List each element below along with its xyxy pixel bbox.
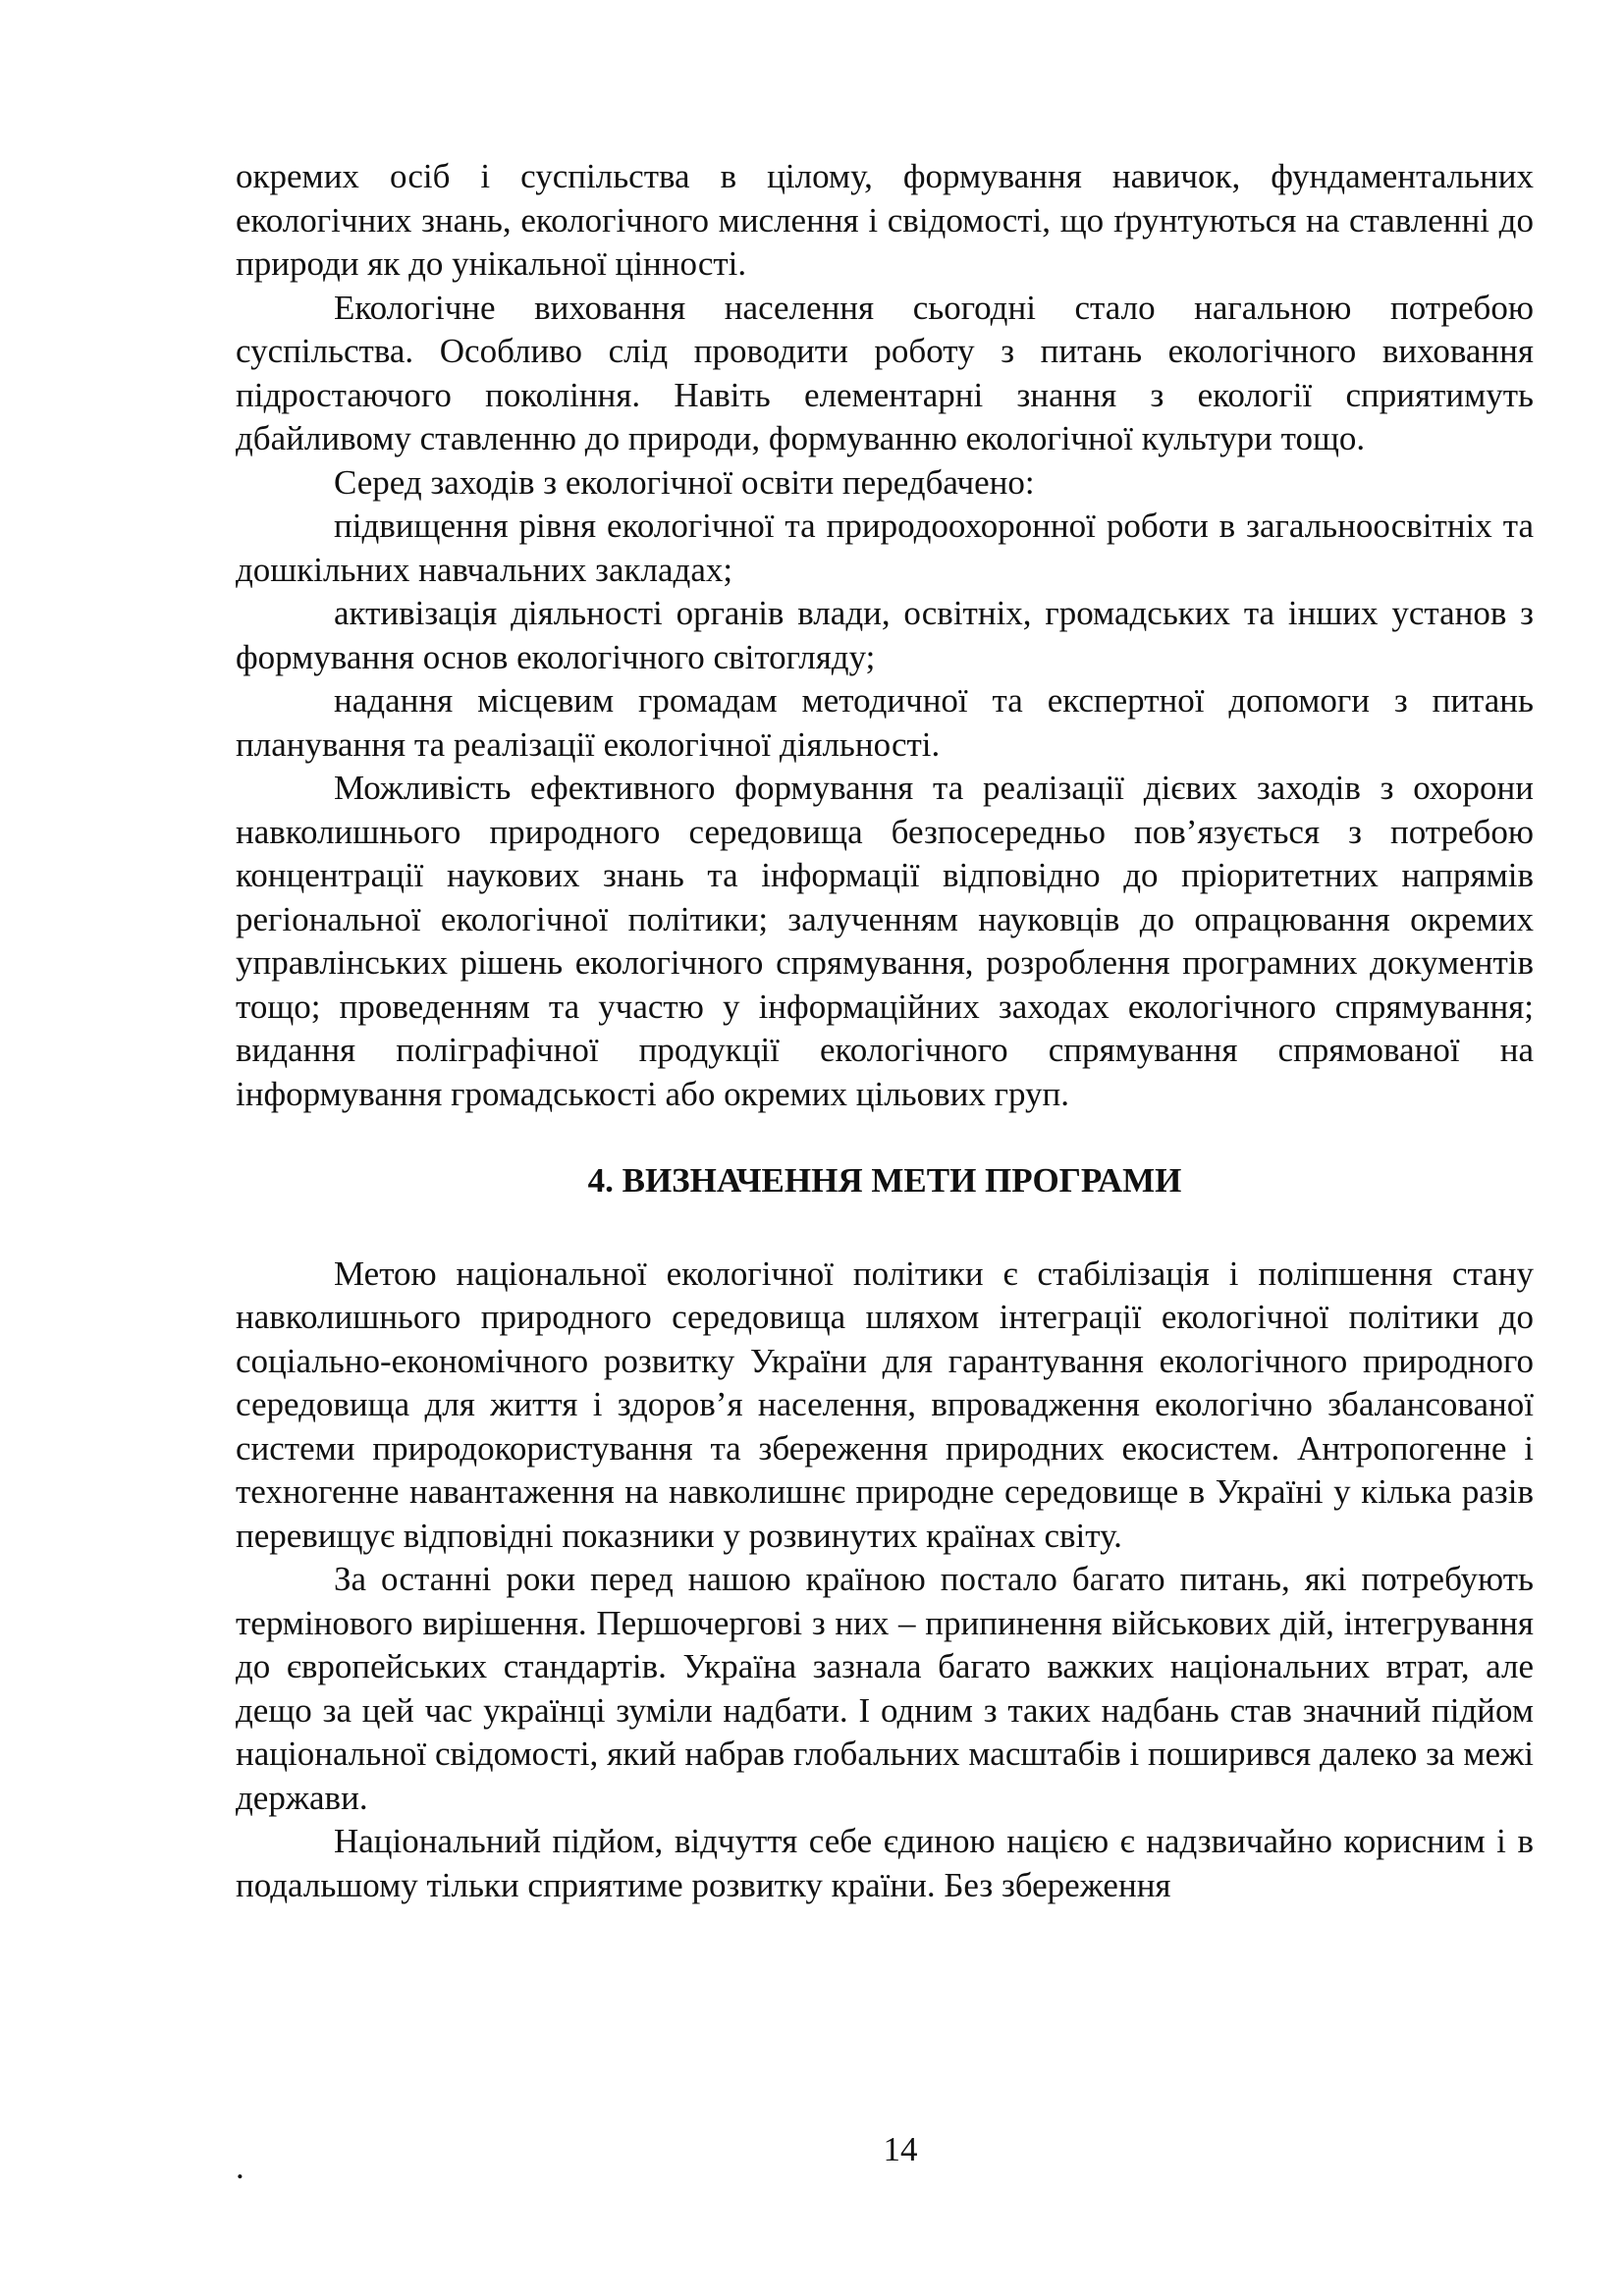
page-number: 14: [883, 2130, 918, 2168]
paragraph: Метою національної екологічної політики є стабілізація і поліпшення стану навколишнього природного середовища шляхом інтеграції екологічної політики до соціально-економічного розвитку України для гарантування екологічного природного середовища для життя і здоров’я населення, впровадження екологічно збалансованої системи природокористування та збереження природних екосистем. Антропогенне і техногенне навантаження на навколишнє природне середовище в Україні у кілька разів перевищує відповідні показники у розвинутих країнах світу.: [236, 1254, 1534, 1555]
footer-mark: .: [236, 2148, 244, 2186]
paragraph: Екологічне виховання населення сьогодні стало нагальною потребою суспільства. Особливо слід проводити роботу з питань екологічного виховання підростаючого покоління. Навіть елементарні знання з екології сприятимуть дбайливому ставленню до природи, формуванню екологічної культури тощо.: [236, 288, 1534, 457]
page-number-container: [0, 2130, 1624, 2169]
document-page: [236, 155, 1534, 1907]
paragraph: Національний підйом, відчуття себе єдиною нацією є надзвичайно корисним і в подальшому тільки сприятиме розвитку країни. Без збереження: [236, 1822, 1534, 1904]
paragraph: За останні роки перед нашою країною постало багато питань, які потребують термінового вирішення. Першочергові з них – припинення військових дій, інтегрування до європейських стандартів. Україна зазнала багато важких національних втрат, але дещо за цей час українці зуміли надбати. І одним з таких надбань став значний підйом національної свідомості, який набрав глобальних масштабів і поширився далеко за межі держави.: [236, 1560, 1534, 1817]
list-item: надання місцевим громадам методичної та експертної допомоги з питань планування та реалізації екологічної діяльності.: [236, 681, 1534, 764]
paragraph: Можливість ефективного формування та реалізації дієвих заходів з охорони навколишнього природного середовища безпосередньо пов’язується з потребою концентрації наукових знань та інформації відповідно до пріоритетних напрямів регіональної екологічної політики; залученням науковців до опрацювання окремих управлінських рішень екологічного спрямування, розроблення програмних документів тощо; проведенням та участю у інформаційних заходах екологічного спрямування; видання поліграфічної продукції екологічного спрямування спрямованої на інформування громадськості або окремих цільових груп.: [236, 769, 1534, 1113]
section-heading: 4. ВИЗНАЧЕННЯ МЕТИ ПРОГРАМИ: [587, 1161, 1182, 1200]
paragraph: Серед заходів з екологічної освіти передбачено:: [334, 462, 1035, 502]
list-item: активізація діяльності органів влади, освітніх, громадських та інших установ з формування основ екологічного світогляду;: [236, 594, 1534, 676]
paragraph: окремих осіб і суспільства в цілому, формування навичок, фундаментальних екологічних знань, екологічного мислення і свідомості, що ґрунтуються на ставленні до природи як до унікальної цінності.: [236, 157, 1534, 283]
list-item: підвищення рівня екологічної та природоохоронної роботи в загальноосвітніх та дошкільних навчальних закладах;: [236, 507, 1534, 589]
